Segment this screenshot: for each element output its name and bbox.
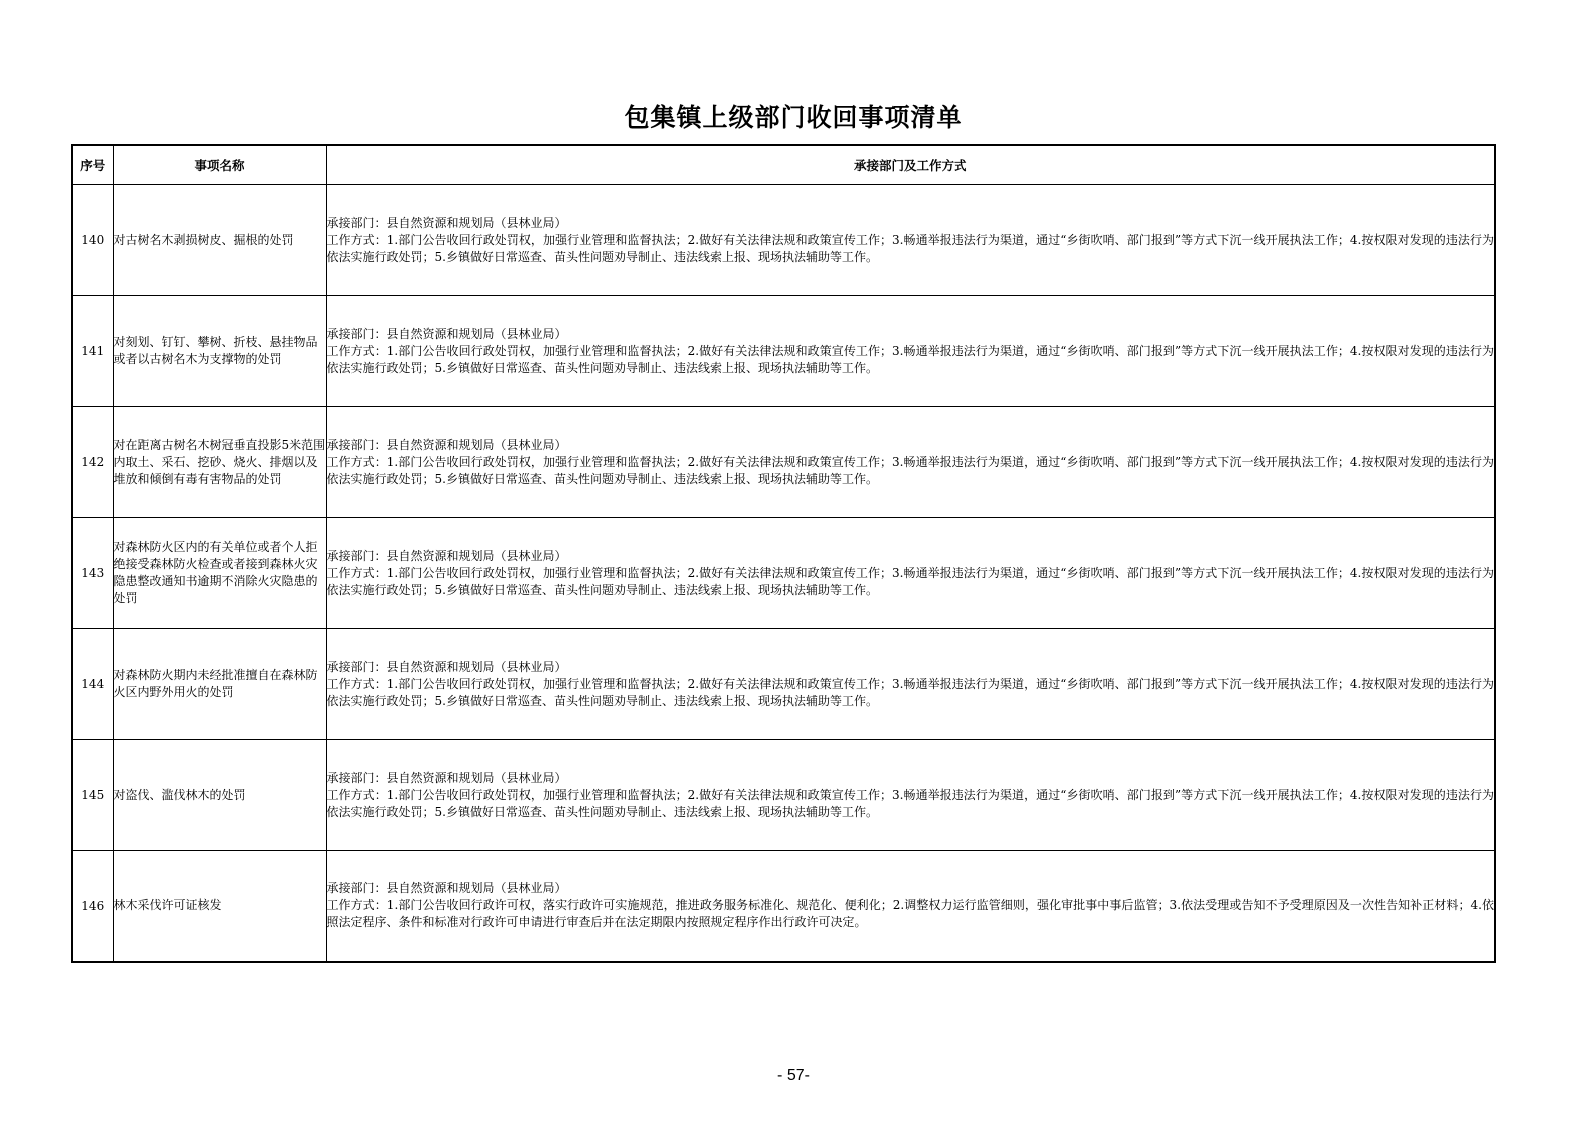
row-number: 143 bbox=[72, 518, 113, 629]
table-row bbox=[72, 740, 1495, 851]
header-name: 事项名称 bbox=[113, 145, 326, 185]
header-detail: 承接部门及工作方式 bbox=[326, 145, 1495, 185]
header-no: 序号 bbox=[72, 145, 113, 185]
method-line: 工作方式：1.部门公告收回行政处罚权，加强行业管理和监督执法；2.做好有关法律法规和政策宣传工作；3.畅通举报违法行为渠道，通过“乡街吹哨、部门报到”等方式下沉一线开展执法工作；4.按权限对发现的违法行为依法实施行政处罚；5.乡镇做好日常巡查、苗头性问题劝导制止、违法线索上报、现场执法辅助等工作。 bbox=[326, 676, 1494, 708]
dept-line: 承接部门：县自然资源和规划局（县林业局） bbox=[326, 659, 567, 674]
table-header-row bbox=[72, 145, 1495, 185]
row-number: 146 bbox=[72, 851, 113, 962]
method-line: 工作方式：1.部门公告收回行政处罚权，加强行业管理和监督执法；2.做好有关法律法规和政策宣传工作；3.畅通举报违法行为渠道，通过“乡街吹哨、部门报到”等方式下沉一线开展执法工作；4.按权限对发现的违法行为依法实施行政处罚；5.乡镇做好日常巡查、苗头性问题劝导制止、违法线索上报、现场执法辅助等工作。 bbox=[326, 787, 1494, 819]
method-line: 工作方式：1.部门公告收回行政处罚权，加强行业管理和监督执法；2.做好有关法律法规和政策宣传工作；3.畅通举报违法行为渠道，通过“乡街吹哨、部门报到”等方式下沉一线开展执法工作；4.按权限对发现的违法行为依法实施行政处罚；5.乡镇做好日常巡查、苗头性问题劝导制止、违法线索上报、现场执法辅助等工作。 bbox=[326, 454, 1494, 486]
item-name: 林木采伐许可证核发 bbox=[113, 851, 326, 962]
table-row bbox=[72, 407, 1495, 518]
page-number: - 57- bbox=[777, 1067, 810, 1084]
item-detail bbox=[326, 740, 1495, 851]
item-detail bbox=[326, 629, 1495, 740]
dept-line: 承接部门：县自然资源和规划局（县林业局） bbox=[326, 881, 567, 896]
method-line: 工作方式：1.部门公告收回行政处罚权，加强行业管理和监督执法；2.做好有关法律法规和政策宣传工作；3.畅通举报违法行为渠道，通过“乡街吹哨、部门报到”等方式下沉一线开展执法工作；4.按权限对发现的违法行为依法实施行政处罚；5.乡镇做好日常巡查、苗头性问题劝导制止、违法线索上报、现场执法辅助等工作。 bbox=[326, 343, 1494, 375]
item-name: 对盗伐、滥伐林木的处罚 bbox=[113, 740, 326, 851]
row-number: 145 bbox=[72, 740, 113, 851]
item-name: 对森林防火期内未经批准擅自在森林防火区内野外用火的处罚 bbox=[113, 629, 326, 740]
row-number: 140 bbox=[72, 185, 113, 296]
table-row bbox=[72, 518, 1495, 629]
item-detail bbox=[326, 185, 1495, 296]
item-name: 对刻划、钉钉、攀树、折枝、悬挂物品或者以古树名木为支撑物的处罚 bbox=[113, 296, 326, 407]
table-row bbox=[72, 185, 1495, 296]
method-line: 工作方式：1.部门公告收回行政处罚权，加强行业管理和监督执法；2.做好有关法律法规和政策宣传工作；3.畅通举报违法行为渠道，通过“乡街吹哨、部门报到”等方式下沉一线开展执法工作；4.按权限对发现的违法行为依法实施行政处罚；5.乡镇做好日常巡查、苗头性问题劝导制止、违法线索上报、现场执法辅助等工作。 bbox=[326, 565, 1494, 597]
dept-line: 承接部门：县自然资源和规划局（县林业局） bbox=[326, 770, 567, 785]
item-detail bbox=[326, 518, 1495, 629]
item-name: 对古树名木剥损树皮、掘根的处罚 bbox=[113, 185, 326, 296]
item-detail bbox=[326, 851, 1495, 962]
dept-line: 承接部门：县自然资源和规划局（县林业局） bbox=[326, 326, 567, 341]
dept-line: 承接部门：县自然资源和规划局（县林业局） bbox=[326, 548, 567, 563]
method-line: 工作方式：1.部门公告收回行政处罚权，加强行业管理和监督执法；2.做好有关法律法规和政策宣传工作；3.畅通举报违法行为渠道，通过“乡街吹哨、部门报到”等方式下沉一线开展执法工作；4.按权限对发现的违法行为依法实施行政处罚；5.乡镇做好日常巡查、苗头性问题劝导制止、违法线索上报、现场执法辅助等工作。 bbox=[326, 232, 1494, 264]
table-row bbox=[72, 851, 1495, 962]
item-detail bbox=[326, 407, 1495, 518]
item-detail bbox=[326, 296, 1495, 407]
dept-line: 承接部门：县自然资源和规划局（县林业局） bbox=[326, 215, 567, 230]
item-name: 对在距离古树名木树冠垂直投影5米范围内取土、采石、挖砂、烧火、排烟以及堆放和倾倒有毒有害物品的处罚 bbox=[113, 407, 326, 518]
page-title: 包集镇上级部门收回事项清单 bbox=[624, 103, 963, 132]
row-number: 144 bbox=[72, 629, 113, 740]
table-row bbox=[72, 296, 1495, 407]
row-number: 141 bbox=[72, 296, 113, 407]
table-row bbox=[72, 629, 1495, 740]
method-line: 工作方式：1.部门公告收回行政许可权，落实行政许可实施规范，推进政务服务标准化、规范化、便利化；2.调整权力运行监管细则，强化审批事中事后监管；3.依法受理或告知不予受理原因及一次性告知补正材料；4.依照法定程序、条件和标准对行政许可申请进行审查后并在法定期限内按照规定程序作出行政许可决定。 bbox=[326, 898, 1494, 930]
items-table bbox=[71, 144, 1496, 963]
row-number: 142 bbox=[72, 407, 113, 518]
dept-line: 承接部门：县自然资源和规划局（县林业局） bbox=[326, 437, 567, 452]
item-name: 对森林防火区内的有关单位或者个人拒绝接受森林防火检查或者接到森林火灾隐患整改通知书逾期不消除火灾隐患的处罚 bbox=[113, 518, 326, 629]
